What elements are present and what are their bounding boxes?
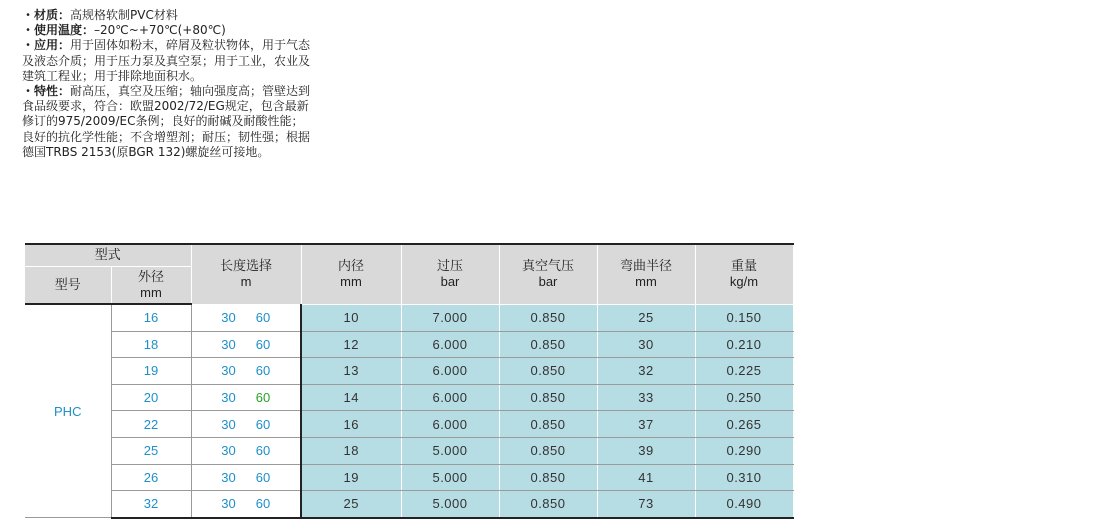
pressure-cell: 5.000 — [401, 491, 499, 518]
vacuum-cell: 0.850 — [499, 437, 597, 464]
temperature-line — [22, 23, 312, 38]
pressure-cell: 6.000 — [401, 331, 499, 358]
inner-cell: 18 — [301, 437, 401, 464]
inner-cell: 13 — [301, 358, 401, 385]
length-cell — [191, 464, 301, 491]
length-cell — [191, 411, 301, 438]
od-cell: 26 — [111, 464, 191, 491]
application-label: ・应用： — [22, 38, 71, 53]
vacuum-cell: 0.850 — [499, 358, 597, 385]
vacuum-header-unit: bar — [538, 274, 558, 290]
bend-header-unit: mm — [635, 274, 657, 290]
inner-cell: 12 — [301, 331, 401, 358]
product-description — [22, 8, 312, 160]
weight-header-unit: kg/m — [729, 274, 759, 290]
table-row — [25, 491, 793, 518]
inner-header-label: 内径 — [337, 258, 364, 274]
vacuum-cell: 0.850 — [499, 464, 597, 491]
length-cell — [191, 331, 301, 358]
material-label: ・材质： — [22, 8, 71, 22]
od-cell: 20 — [111, 384, 191, 411]
od-header-unit: mm — [140, 284, 162, 300]
od-cell: 16 — [111, 304, 191, 331]
bend-cell: 33 — [597, 384, 695, 411]
inner-header-unit: mm — [340, 274, 362, 290]
inner-cell: 16 — [301, 411, 401, 438]
length-option-2: 60 — [255, 310, 271, 326]
pressure-cell: 6.000 — [401, 411, 499, 438]
weight-header — [695, 244, 793, 304]
model-header: 型号 — [25, 266, 111, 304]
weight-cell: 0.225 — [695, 358, 793, 385]
pressure-cell: 7.000 — [401, 304, 499, 331]
weight-cell: 0.290 — [695, 437, 793, 464]
pressure-header-unit: bar — [440, 274, 460, 290]
length-option-2: 60 — [255, 496, 271, 512]
inner-cell: 25 — [301, 491, 401, 518]
bend-cell: 25 — [597, 304, 695, 331]
weight-cell: 0.150 — [695, 304, 793, 331]
spec-table — [25, 243, 794, 519]
pressure-cell: 5.000 — [401, 464, 499, 491]
bend-cell: 30 — [597, 331, 695, 358]
vacuum-header — [499, 244, 597, 304]
pressure-header — [401, 244, 499, 304]
pressure-cell: 5.000 — [401, 437, 499, 464]
table-row — [25, 331, 793, 358]
vacuum-header-label: 真空气压 — [521, 258, 574, 274]
table-row — [25, 411, 793, 438]
length-option-2: 60 — [255, 416, 271, 432]
bend-cell: 32 — [597, 358, 695, 385]
length-option-2: 60 — [255, 363, 271, 379]
length-cell — [191, 304, 301, 331]
material-line — [22, 8, 312, 23]
table-row — [25, 464, 793, 491]
od-cell: 32 — [111, 491, 191, 518]
od-header — [111, 266, 191, 304]
inner-cell: 14 — [301, 384, 401, 411]
table-row — [25, 358, 793, 385]
bend-cell: 37 — [597, 411, 695, 438]
length-header — [191, 244, 301, 304]
bend-cell: 41 — [597, 464, 695, 491]
length-cell — [191, 437, 301, 464]
length-option-1: 30 — [221, 443, 236, 459]
table-row — [25, 304, 793, 331]
length-option-2: 60 — [255, 469, 271, 485]
length-option-2: 60 — [255, 336, 271, 352]
inner-cell: 19 — [301, 464, 401, 491]
length-option-1: 30 — [221, 336, 236, 352]
temperature-text: –20℃~+70℃(+80℃) — [94, 23, 226, 38]
length-option-1: 30 — [221, 469, 236, 485]
vacuum-cell: 0.850 — [499, 331, 597, 358]
feature-label: ・特性： — [22, 84, 71, 99]
weight-cell: 0.265 — [695, 411, 793, 438]
bend-cell: 73 — [597, 491, 695, 518]
length-option-1: 30 — [221, 390, 236, 406]
vacuum-cell: 0.850 — [499, 411, 597, 438]
weight-cell: 0.250 — [695, 384, 793, 411]
vacuum-cell: 0.850 — [499, 491, 597, 518]
bend-header — [597, 244, 695, 304]
pressure-header-label: 过压 — [436, 258, 463, 274]
od-cell: 18 — [111, 331, 191, 358]
od-header-label: 外径 — [137, 268, 164, 284]
length-cell — [191, 491, 301, 518]
length-option-2: 60 — [255, 443, 271, 459]
bend-header-label: 弯曲半径 — [619, 258, 672, 274]
length-header-unit: m — [240, 274, 252, 290]
bend-cell: 39 — [597, 437, 695, 464]
inner-cell: 10 — [301, 304, 401, 331]
application-text: 用于固体如粉末，碎屑及粒状物体，用于气态及液态介质；用于压力泵及真空泵；用于工业，农业及建筑工程业；用于排除地面积水。 — [22, 38, 311, 83]
length-option-1: 30 — [221, 416, 236, 432]
od-cell: 22 — [111, 411, 191, 438]
application-line — [22, 38, 312, 84]
od-cell: 19 — [111, 358, 191, 385]
type-group-header: 型式 — [25, 244, 191, 266]
length-option-1: 30 — [221, 310, 236, 326]
temperature-label: ・使用温度： — [22, 23, 95, 38]
od-cell: 25 — [111, 437, 191, 464]
weight-cell: 0.210 — [695, 331, 793, 358]
feature-text: 耐高压，真空及压缩；轴向强度高；管壁达到食品级要求，符合：欧盟2002/72/EG规定，包含最新修订的975/2009/EC条例；良好的耐碱及耐酸性能；良好的抗化学性能；不含增塑剂；耐压；韧性强；根据德国TRBS 2153(原BGR 132)螺旋丝可接地。 — [22, 84, 311, 159]
model-cell: PHC — [25, 304, 111, 518]
weight-cell: 0.310 — [695, 464, 793, 491]
length-option-1: 30 — [221, 363, 236, 379]
vacuum-cell: 0.850 — [499, 304, 597, 331]
weight-cell: 0.490 — [695, 491, 793, 518]
weight-header-label: 重量 — [730, 258, 757, 274]
pressure-cell: 6.000 — [401, 384, 499, 411]
inner-header — [301, 244, 401, 304]
table-row — [25, 437, 793, 464]
vacuum-cell: 0.850 — [499, 384, 597, 411]
length-header-label: 长度选择 — [219, 258, 272, 274]
length-option-1: 30 — [221, 496, 236, 512]
length-cell — [191, 384, 301, 411]
length-option-2: 60 — [255, 390, 271, 406]
material-text: 高规格软制PVC材料 — [70, 8, 178, 22]
length-cell — [191, 358, 301, 385]
table-row — [25, 384, 793, 411]
feature-line — [22, 84, 312, 160]
pressure-cell: 6.000 — [401, 358, 499, 385]
